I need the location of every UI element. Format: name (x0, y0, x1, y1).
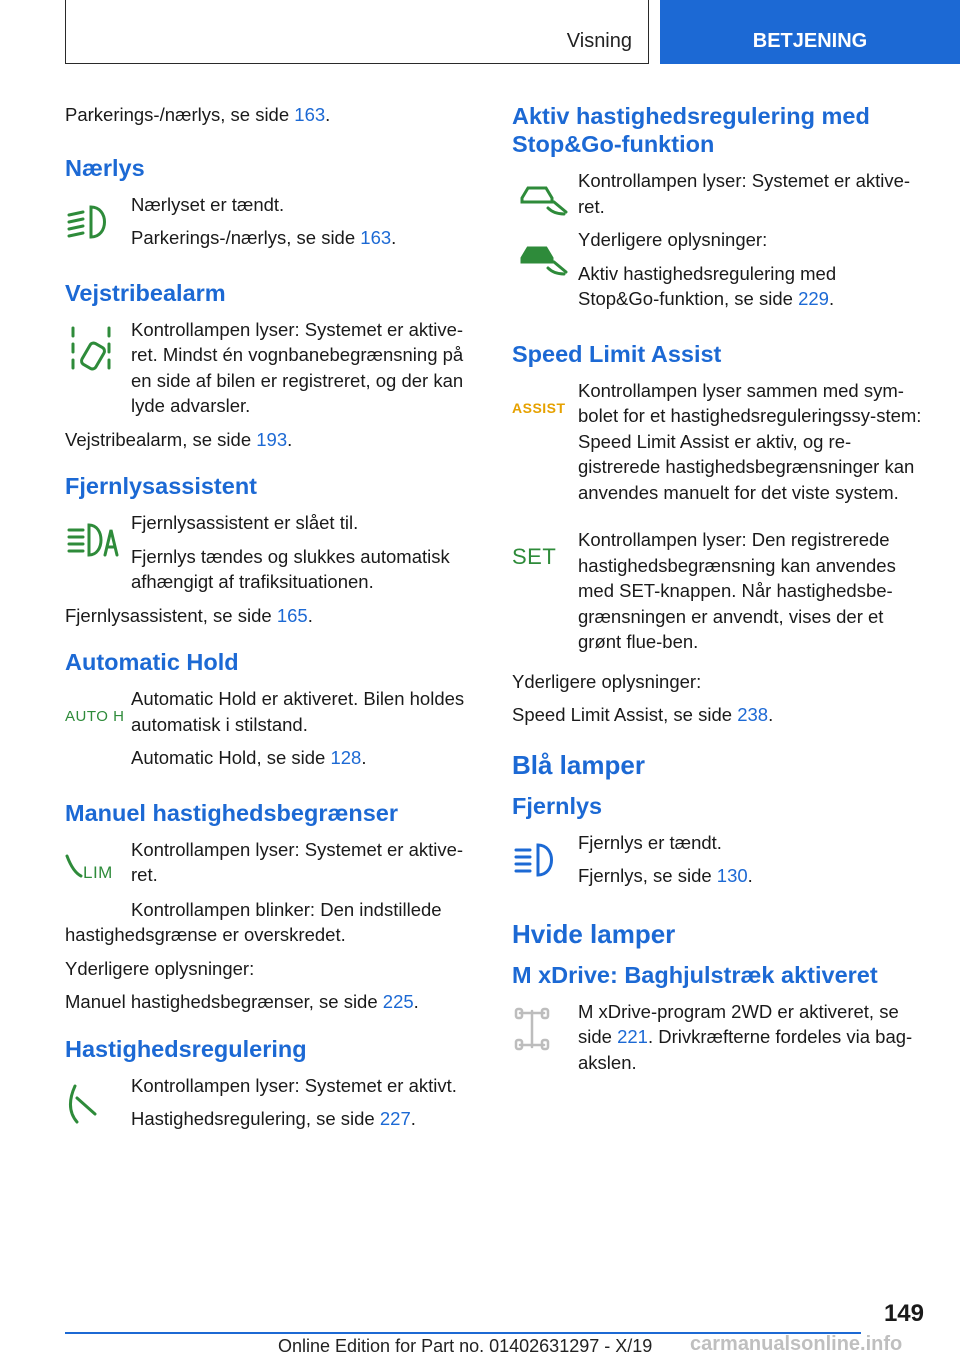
page-link[interactable]: 163 (294, 104, 326, 125)
section-title-speedlimit: Speed Limit Assist (512, 340, 722, 367)
intro-ref: Parkerings-/nærlys, se side 163. (65, 104, 331, 125)
vejstribe-entry: Kontrollampen lyser: Systemet er aktive-ret. Mindst én vognbanebegrænsning på en side af bilen er registreret, og der kan lyde advarsler. (65, 317, 480, 427)
header-chapter-tab[interactable]: BETJENING (660, 0, 960, 64)
fjernlysass-entry: Fjernlysassistent er slået til. Fjernlys tændes og slukkes automatisk afhængigt af trafiksituationen. (65, 510, 480, 603)
fjernlys-entry: Fjernlys er tændt. Fjernlys, se side 130. (512, 830, 924, 897)
auto-hold-icon: AUTO H (65, 707, 125, 725)
set-icon: SET (512, 544, 557, 569)
active-cruise-icon (512, 168, 578, 288)
naerlys-ref: Parkerings-/nærlys, se side 163. (131, 227, 397, 248)
page-link[interactable]: 221 (617, 1026, 648, 1047)
naerlys-entry: Nærlyset er tændt. Parkerings-/nærlys, se side 163. (65, 192, 480, 259)
page-link[interactable]: 165 (276, 604, 308, 626)
page-number: 149 (883, 1300, 924, 1327)
low-beam-icon (65, 192, 131, 252)
section-title-manuel: Manuel hastighedsbegrænser (65, 799, 398, 826)
fjernlys-ref: Fjernlys, se side 130. (578, 865, 753, 886)
left-column: Parkerings-/nærlys, se side 163. Nærlys Nærlyset er tændt. Parkerings-/nærlys, se side 163. Vejstribealarm Kontrollampen lyser: Systemet er aktive-ret. Mindst én vognbanebegrænsning på en side af bilen er registreret, og der kan lyde advarsler. Vejstribealarm, se side 193. Fjernlysassistent Fjernlysassistent er slået til. Fjernlys tændes og slukkes automatisk afhængigt af trafiksituationen. Fjernlysassistent, se side 165. Automatic Hold AUTO H Automatic Hold er aktiveret. Bilen holdes automatisk i stilstand. Automatic Hold, se side 128. Manuel hastighedsbegrænser LIM Kontrollampen lyser: Systemet er aktive-ret. Kontrollampen blinker: Den indstillede hastighedsgrænse er overskredet. Yderligere oplysninger: Manuel hastighedsbegrænser, se side 225. Hastighedsregulering Kontrollampen lyser: Systemet er aktivt. Hastighedsregulering, se side 227. (65, 102, 480, 1140)
watermark: carmanualsonline.info (690, 1333, 903, 1355)
high-beam-assistant-icon (65, 510, 131, 570)
right-column: Aktiv hastighedsregulering med Stop&Go-funktion Kontrollampen lyser: Systemet er aktive-ret. Yderligere oplysninger: Aktiv hastighedsregulering med Stop&Go-funktion, se side 229. Speed Limit Assist ASSIST Kontrollampen lyser sammen med sym-bolet for et hastighedsreguleringssy-stem: Speed Limit Assist er aktiv, og re-gistrerede hastighedsbegrænsninger kan anvendes manuelt for det viste system. SET Kontrollampen lyser: Den registrerede hastighedsbegrænsning kan anvendes med SET-knappen. Når hastighedsbe-grænsningen er anvendt, vises der et grønt flue-ben. Yderligere oplysninger: Speed Limit Assist, se side 238. Blå lamper Fjernlys Fjernlys er tændt. Fjernlys, se side 130. Hvide lamper M xDrive: Baghjulstræk aktiveret M xDrive-program 2WD er aktiveret, se side 221. Drivkræfterne fordeles via bag-akslen. (512, 102, 924, 1083)
subsection-title-xdrive: M xDrive: Baghjulstræk aktiveret (512, 961, 878, 988)
footer-edition: Online Edition for Part no. 01402631297 - X/19 (278, 1336, 653, 1356)
page-link[interactable]: 163 (360, 227, 392, 248)
page-link[interactable]: 193 (256, 428, 288, 450)
header-section: Visning (566, 30, 632, 52)
page-link[interactable]: 128 (330, 747, 362, 768)
section-title-vejstribe: Vejstribealarm (65, 279, 226, 306)
speedlimit-entry: ASSIST Kontrollampen lyser sammen med sym-bolet for et hastighedsreguleringssy-stem: Speed Limit Assist er aktiv, og re-gistrerede hastighedsbegrænsninger kan anvendes manuelt for det viste system. (512, 379, 922, 503)
autohold-entry: AUTO H Automatic Hold er aktiveret. Bilen holdes automatisk i stilstand. Automatic Hold, se side 128. (65, 686, 480, 779)
section-title-autohold: Automatic Hold (65, 649, 239, 675)
autohold-ref: Automatic Hold, se side 128. (131, 747, 367, 768)
speedlimit-set-entry: SET Kontrollampen lyser: Den registrerede hastighedsbegrænsning kan anvendes med SET-knappen. Når hastighedsbe-grænsningen er anvendt, vises der et grønt flue-ben. (512, 529, 896, 652)
fjernlysass-ref: Fjernlysassistent, se side 165. (65, 604, 313, 626)
section-title-naerlys: Nærlys (65, 154, 145, 181)
aktiv-entry: Kontrollampen lyser: Systemet er aktive-ret. Yderligere oplysninger: Aktiv hastighedsregulering med Stop&Go-funktion, se side 229. (512, 168, 924, 320)
xdrive-entry (512, 999, 924, 1084)
hastighed-entry: Kontrollampen lyser: Systemet er aktivt. Hastighedsregulering, se side 227. (65, 1073, 480, 1140)
section-title-blaa: Blå lamper (512, 749, 645, 780)
speed-limiter-icon: LIM (65, 837, 131, 897)
rear-wheel-drive-icon (512, 999, 578, 1059)
page-link[interactable]: 238 (737, 704, 769, 725)
assist-icon: ASSIST (512, 399, 566, 416)
vejstribe-ref: Vejstribealarm, se side 193. (65, 428, 293, 450)
manuel-entry: LIM Kontrollampen lyser: Systemet er aktive-ret. (65, 837, 480, 897)
aktiv-ref: Stop&Go-funktion, se side 229. (578, 288, 835, 309)
manuel-ref: Manuel hastighedsbegrænser, se side 225. (65, 991, 419, 1012)
section-title-aktiv: Aktiv hastighedsregulering med Stop&Go-funktion (512, 103, 870, 157)
section-title-fjernlysassistent: Fjernlysassistent (65, 473, 258, 499)
section-title-hvide: Hvide lamper (512, 918, 676, 949)
high-beam-icon (512, 830, 578, 890)
header-frame (65, 0, 649, 64)
cruise-control-icon (65, 1073, 131, 1133)
section-title-hastighed: Hastighedsregulering (65, 1035, 307, 1062)
speedlimit-ref: Speed Limit Assist, se side 238. (512, 704, 774, 725)
xdrive-text: M xDrive-program 2WD er aktiveret, se side 221. Drivkræfterne fordeles via bag-akslen. (578, 1000, 913, 1073)
page-link[interactable]: 225 (382, 991, 414, 1012)
page-link[interactable]: 229 (798, 288, 829, 309)
page-link[interactable]: 130 (716, 865, 748, 886)
page-link[interactable]: 227 (379, 1108, 411, 1129)
subsection-title-fjernlys: Fjernlys (512, 792, 603, 819)
hastighed-ref: Hastighedsregulering, se side 227. (131, 1108, 416, 1129)
lane-departure-icon (65, 317, 131, 383)
